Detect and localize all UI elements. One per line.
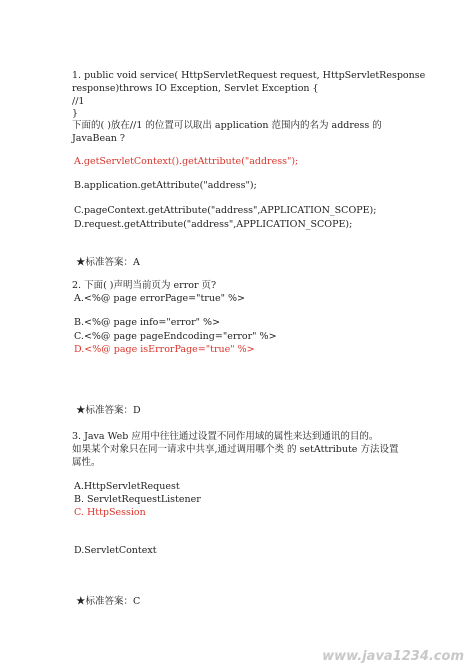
- q2-answer: ★标准答案：D: [76, 405, 141, 416]
- q3-option-c-correct: C. HttpSession: [74, 507, 146, 518]
- q3-option-d: D.ServletContext: [74, 545, 157, 556]
- q1-option-c: C.pageContext.getAttribute("address",APPLICATION_SCOPE);: [74, 205, 377, 216]
- q1-code-line-2: response)throws IO Exception, Servlet Exception {: [72, 83, 319, 94]
- q1-stem-line-1: 下面的( )放在//1 的位置可以取出 application 范围内的名为 address 的: [72, 120, 382, 131]
- q3-stem-line-1: 3. Java Web 应用中往往通过设置不同作用域的属性来达到通讯的目的。: [72, 431, 379, 442]
- q1-option-a-correct: A.getServletContext().getAttribute("address");: [74, 156, 299, 167]
- q2-option-a: A.<%@ page errorPage="true" %>: [74, 293, 245, 304]
- q2-option-b: B.<%@ page info="error" %>: [74, 317, 221, 328]
- q1-code-line-4: }: [72, 108, 79, 119]
- q2-stem: 2. 下面( )声明当前页为 error 页?: [72, 280, 217, 291]
- q1-code-line-1: 1. public void service( HttpServletRequest request, HttpServletResponse: [72, 70, 426, 81]
- site-watermark: www.java1234.com: [322, 649, 464, 664]
- q2-option-d-correct: D.<%@ page isErrorPage="true" %>: [74, 344, 255, 355]
- q1-code-line-3: //1: [72, 96, 85, 107]
- q2-option-c: C.<%@ page pageEndcoding="error" %>: [74, 331, 277, 342]
- q3-option-a: A.HttpServletRequest: [74, 481, 180, 492]
- q1-option-b: B.application.getAttribute("address");: [74, 180, 257, 191]
- q3-stem-line-2: 如果某个对象只在同一请求中共享,通过调用哪个类 的 setAttribute 方法设置: [72, 444, 399, 455]
- q3-option-b: B. ServletRequestListener: [74, 494, 201, 505]
- q3-stem-line-3: 属性。: [72, 457, 101, 468]
- q1-option-d: D.request.getAttribute("address",APPLICATION_SCOPE);: [74, 219, 353, 230]
- q1-stem-line-2: JavaBean ?: [72, 133, 126, 144]
- q3-answer: ★标准答案：C: [76, 596, 141, 607]
- q1-answer: ★标准答案：A: [76, 257, 140, 268]
